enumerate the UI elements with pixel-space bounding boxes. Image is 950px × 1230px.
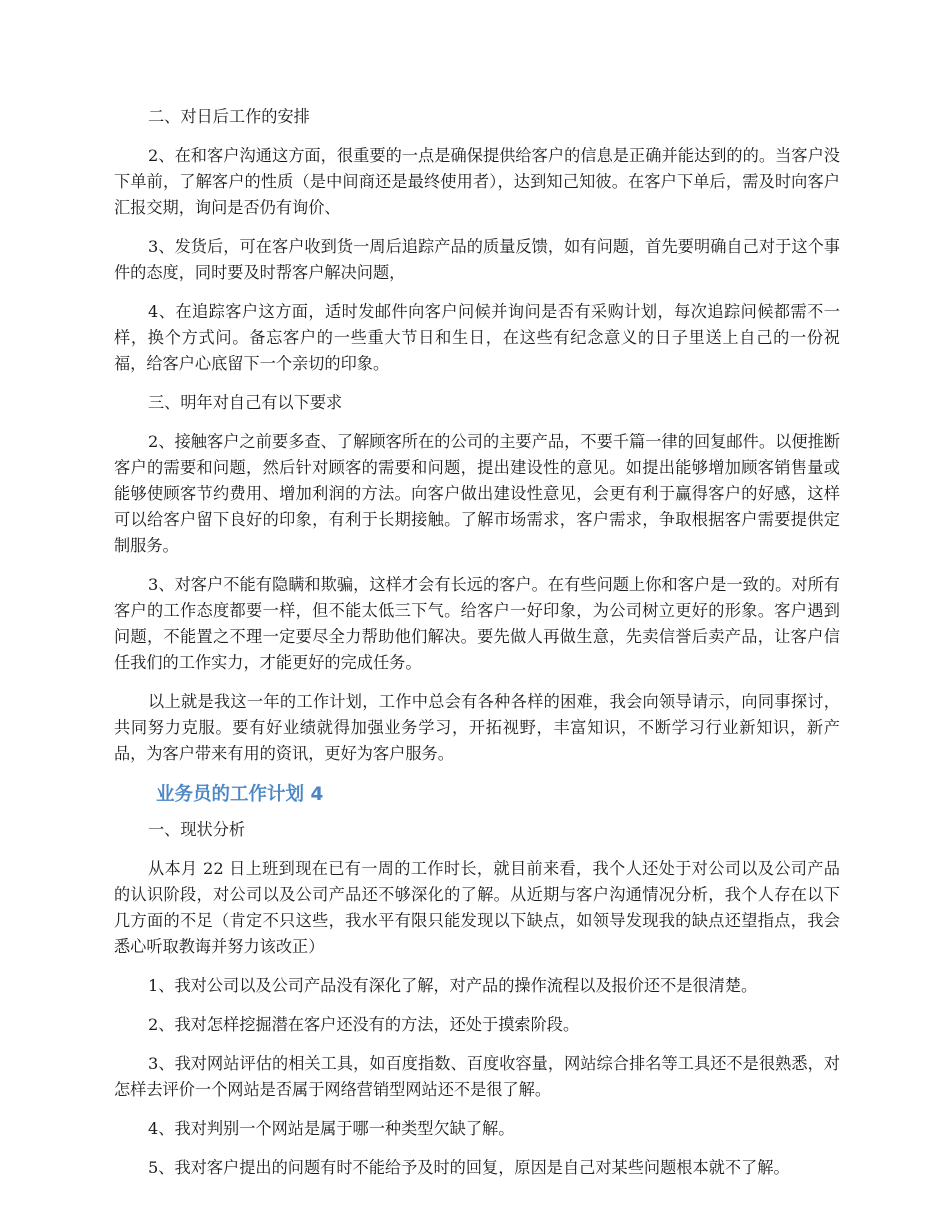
paragraph: 以上就是我这一年的工作计划，工作中总会有各种各样的困难，我会向领导请示，向同事探讨，共同努力克服。要有好业绩就得加强业务学习，开拓视野，丰富知识，不断学习行业新知识，新产品，为客户带来有用的资讯，更好为客户服务。 xyxy=(114,692,840,763)
paragraph: 4、我对判别一个网站是属于哪一种类型欠缺了解。 xyxy=(148,1119,515,1138)
document-page xyxy=(114,104,840,1194)
paragraph: 从本月 22 日上班到现在已有一周的工作时长，就目前来看，我个人还处于对公司以及公司产品的认识阶段，对公司以及公司产品还不够深化的了解。从近期与客户沟通情况分析，我个人存在以下几方面的不足（肯定不只这些，我水平有限只能发现以下缺点，如领导发现我的缺点还望指点，我会悉心听取教诲并努力该改正） xyxy=(114,859,840,956)
paragraph: 3、我对网站评估的相关工具，如百度指数、百度收容量，网站综合排名等工具还不是很熟悉，对怎样去评价一个网站是否属于网络营销型网站还不是很了解。 xyxy=(114,1054,840,1099)
paragraph: 3、对客户不能有隐瞒和欺骗，这样才会有长远的客户。在有些问题上你和客户是一致的。对所有客户的工作态度都要一样，但不能太低三下气。给客户一好印象，为公司树立更好的形象。客户遇到问题，不能置之不理一定要尽全力帮助他们解决。要先做人再做生意，先卖信誉后卖产品，让客户信任我们的工作实力，才能更好的完成任务。 xyxy=(114,575,840,672)
paragraph: 3、发货后，可在客户收到货一周后追踪产品的质量反馈，如有问题，首先要明确自己对于这个事件的态度，同时要及时帮客户解决问题， xyxy=(114,237,840,282)
paragraph: 5、我对客户提出的问题有时不能给予及时的回复，原因是自己对某些问题根本就不了解。 xyxy=(148,1158,790,1177)
paragraph: 2、接触客户之前要多查、了解顾客所在的公司的主要产品，不要千篇一律的回复邮件。以便推断客户的需要和问题，然后针对顾客的需要和问题，提出建设性的意见。如提出能够增加顾客销售量或能够使顾客节约费用、增加利润的方法。向客户做出建设性意见，会更有利于赢得客户的好感，这样可以给客户留下良好的印象，有利于长期接触。了解市场需求，客户需求，争取根据客户需要提供定制服务。 xyxy=(114,432,840,555)
paragraph: 2、在和客户沟通这方面，很重要的一点是确保提供给客户的信息是正确并能达到的的。当客户没下单前，了解客户的性质（是中间商还是最终使用者），达到知己知彼。在客户下单后，需及时向客户汇报交期，询问是否仍有询价、 xyxy=(114,146,840,217)
section-subheading: 二、对日后工作的安排 xyxy=(148,107,310,126)
paragraph: 4、在追踪客户这方面，适时发邮件向客户问候并询问是否有采购计划，每次追踪问候都需不一样，换个方式问。备忘客户的一些重大节日和生日，在这些有纪念意义的日子里送上自己的一份祝福，给客户心底留下一个亲切的印象。 xyxy=(114,302,840,373)
paragraph: 2、我对怎样挖掘潜在客户还没有的方法，还处于摸索阶段。 xyxy=(148,1015,580,1034)
section-subheading: 一、现状分析 xyxy=(148,820,246,839)
paragraph: 1、我对公司以及公司产品没有深化了解，对产品的操作流程以及报价还不是很清楚。 xyxy=(148,976,758,995)
section-heading: 业务员的工作计划 4 xyxy=(156,784,324,805)
section-subheading: 三、明年对自己有以下要求 xyxy=(148,393,343,412)
